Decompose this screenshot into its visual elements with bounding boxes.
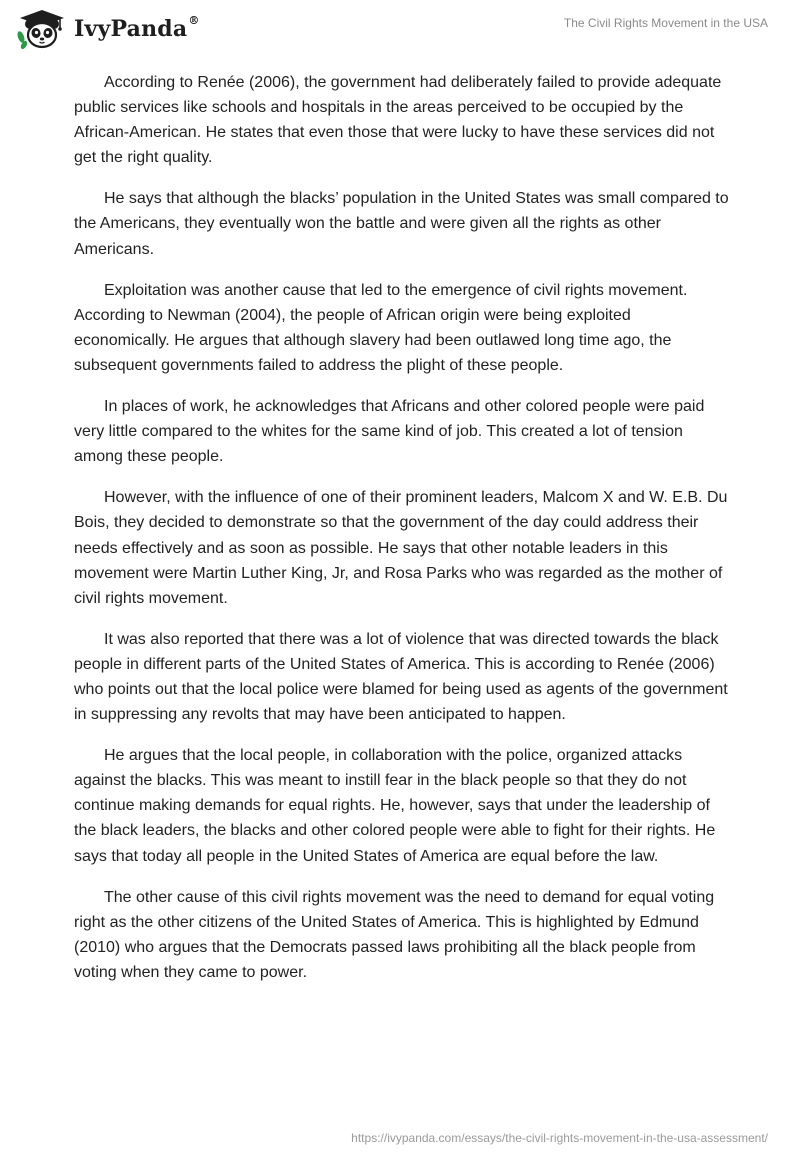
brand-logo[interactable]: [14, 8, 200, 50]
brand-name: IvyPanda®: [74, 13, 200, 42]
paragraph: In places of work, he acknowledges that Africans and other colored people were paid very little compared to the whites for the same kind of job. This created a lot of tension among these people.: [74, 398, 705, 466]
source-url[interactable]: https://ivypanda.com/essays/the-civil-rights-movement-in-the-usa-assessment/: [351, 1131, 768, 1145]
paragraph: The other cause of this civil rights movement was the need to demand for equal voting right as the other citizens of the United States of America. This is highlighted by Edmund (2010) who argues that the Democrats passed laws prohibiting all the black people from voting when they came to power.: [74, 888, 715, 981]
page-header: [0, 0, 800, 60]
panda-graduate-icon: [14, 8, 70, 50]
paragraph: He argues that the local people, in collaboration with the police, organized attacks against the blacks. This was meant to instill fear in the black people so that they do not continue making demands for equal rights. He, however, says that under the leadership of the black leaders, the blacks and other colored people were able to fight for their rights. He says that today all people in the United States of America are equal before the law.: [74, 747, 716, 865]
paragraph: However, with the influence of one of their prominent leaders, Malcom X and W. E.B. Du Bois, they decided to demonstrate so that the government of the day could address their needs effectively and as soon as possible. He says that other notable leaders in this movement were Martin Luther King, Jr, and Rosa Parks who was regarded as the mother of civil rights movement.: [74, 489, 728, 607]
paragraph: According to Renée (2006), the government had deliberately failed to provide adequate public services like schools and hospitals in the areas perceived to be occupied by the African-American. He states that even those that were lucky to have these services did not get the right quality.: [74, 74, 722, 167]
paragraph: He says that although the blacks’ population in the United States was small compared to the Americans, they eventually won the battle and were given all the rights as other Americans.: [74, 190, 729, 258]
document-title: The Civil Rights Movement in the USA: [563, 16, 768, 30]
registered-mark: ®: [188, 13, 200, 27]
essay-body: [74, 70, 730, 1001]
paragraph: Exploitation was another cause that led to the emergence of civil rights movement. According to Newman (2004), the people of African origin were being exploited economically. He argues that although slavery had been outlawed long time ago, the subsequent governments failed to address the plight of these people.: [74, 281, 688, 374]
paragraph: It was also reported that there was a lot of violence that was directed towards the black people in different parts of the United States of America. This is according to Renée (2006) who points out that the local police were blamed for being used as agents of the government in suppressing any revolts that may have been anticipated to happen.: [74, 630, 728, 724]
